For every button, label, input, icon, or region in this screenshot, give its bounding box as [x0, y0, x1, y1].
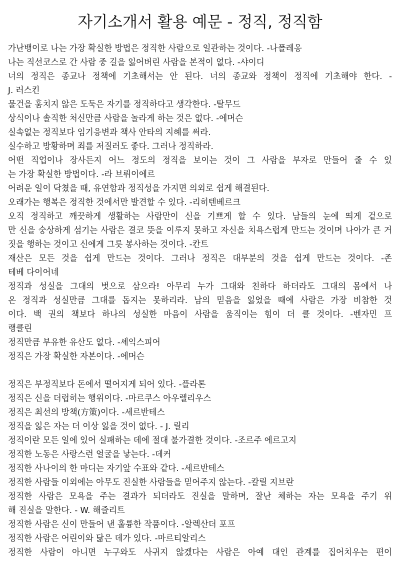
quote-line: 정직은 최선의 방책(方策)이다. -세르반테스	[8, 407, 165, 417]
quote-line: 정직은 가장 확실한 자본이다. -에머슨	[8, 351, 145, 361]
quote-item	[8, 139, 392, 153]
quote-line: 해 진실을 말한다. - W. 해즐리트	[8, 505, 125, 515]
quote-line: 오래가는 행복은 정직한 것에서만 발견할 수 있다. -리히텐베르크	[8, 197, 241, 207]
quote-item	[8, 489, 392, 517]
quote-list-2	[8, 377, 392, 559]
quote-line: 정직한 사람은 모욕을 주는 결과가 되더라도 진실을 말하며, 잘난 체하는 자는 모욕을 주기 위	[8, 491, 392, 501]
quote-item	[8, 391, 392, 405]
quote-line: 정직한 노동은 사랑스런 얼굴을 낳는다. -데커	[8, 449, 172, 459]
quote-item	[8, 97, 392, 111]
quote-line: 오직 정직하고 깨끗하게 생활하는 사람만이 신을 기쁘게 할 수 있다. 남들의 눈에 띄게 겉으로	[8, 211, 392, 221]
quote-line: 이다. 백 권의 책보다 하나의 성실한 마음이 사람을 움직이는 힘이 더 클 것이다. -벤자민 프	[8, 309, 392, 319]
section-gap	[8, 363, 392, 377]
quote-item	[8, 461, 392, 475]
quote-line: 짓을 행하는 것이고 신에게 그릇 봉사하는 것이다. -칸트	[8, 239, 209, 249]
quote-item	[8, 111, 392, 125]
quote-list-1	[8, 41, 392, 363]
quote-item	[8, 55, 392, 69]
quote-item	[8, 531, 392, 545]
quote-line: 재산은 모든 것을 쉽게 만드는 것이다. 그러나 정직은 대부분의 것을 쉽게 만드는 것이다. -존	[8, 253, 392, 263]
quote-line: 정직은 부정직보다 돈에서 떨어지게 되어 있다. -플라톤	[8, 379, 206, 389]
quote-line: 물건을 훔치지 않은 도둑은 자기를 정직하다고 생각한다. -탈무드	[8, 99, 241, 109]
quote-item	[8, 517, 392, 531]
quote-line: 는 가장 확실한 방법이다. -라 브뤼이에르	[8, 169, 156, 179]
quote-line: 정직한 사람들 이외에는 아무도 진실한 사람들을 믿어주지 않는다. -칼릴 지브란	[8, 477, 294, 487]
quote-item	[8, 545, 392, 559]
quote-line: 온 정직과 성실만큼 그대를 돕지는 못하리라. 남의 믿음을 잃었을 때에 사람은 가장 비참한 것	[8, 295, 392, 305]
quote-item	[8, 279, 392, 335]
quote-item	[8, 419, 392, 433]
quote-line: 정직한 사람은 어린이와 닮은 데가 있다. -마르티알리스	[8, 533, 206, 543]
quote-line: 정직은 신을 더럽히는 행위이다. -마르쿠스 아우렐리우스	[8, 393, 212, 403]
quote-item	[8, 209, 392, 251]
quote-item	[8, 349, 392, 363]
quote-line: 만 신을 숭상하게 섬기는 사람은 결코 뜻을 이루지 못하고 자신을 치욕스럽게 만드는 것이며 나아가 큰 거	[8, 225, 392, 235]
quote-line: 정직한 사나이의 한 마디는 자기앞 수표와 같다. -세르반테스	[8, 463, 225, 473]
quote-item	[8, 181, 392, 195]
quote-item	[8, 377, 392, 391]
quote-item	[8, 153, 392, 181]
quote-line: 가난뱅이로 나는 가장 확실한 방법은 정직한 사람으로 일관하는 것이다. -나폴레옹	[8, 43, 302, 53]
quote-item	[8, 433, 392, 447]
page-title: 자기소개서 활용 예문 - 정직, 정직함	[77, 13, 323, 31]
quote-line: 어떤 직업이나 장사든지 어느 정도의 정직을 보이는 것이 그 사람을 부자로 만들어 줄 수 있	[8, 155, 392, 165]
quote-line: 나는 직선코스로 간 사람 중 길을 잃어버린 사람을 본적이 없다. -샤이디	[8, 57, 265, 67]
quote-item	[8, 447, 392, 461]
quote-line: 실속없는 정직보다 임기응변과 책사 안타의 지혜를 써라.	[8, 127, 211, 137]
quote-line: 어려운 일이 닥쳤을 때, 유연함과 정직성을 가지면 의외로 쉽게 해결된다.	[8, 183, 270, 193]
quote-content	[8, 41, 392, 559]
quote-item	[8, 125, 392, 139]
quote-line: 정직을 잃은 자는 더 이상 잃을 것이 없다. - J. 릴리	[8, 421, 190, 431]
quote-item	[8, 335, 392, 349]
quote-line: 정직이란 모든 일에 있어 실패하는 데에 절대 불가결한 것이다. -조르주 에르고지	[8, 435, 297, 445]
quote-line: 정직만큼 부유한 유산도 없다. -셰익스피어	[8, 337, 161, 347]
quote-line: 상식이나 솔직한 처신만큼 사람을 놀라게 하는 것은 없다. -에머슨	[8, 113, 244, 123]
quote-line: 정직한 사람은 신이 만들어 낸 훌륭한 작품이다. -알렉산더 포프	[8, 519, 236, 529]
quote-item	[8, 475, 392, 489]
quote-item	[8, 195, 392, 209]
quote-item	[8, 69, 392, 97]
quote-line: 랭클린	[8, 323, 33, 333]
quote-line: 정직한 사람이 아니면 누구와도 사귀지 않겠다는 사람은 아예 대인 관계를 집어치우는 편이	[8, 547, 392, 557]
quote-item	[8, 251, 392, 279]
quote-item	[8, 405, 392, 419]
quote-line: 실수하고 방황하며 죄를 저질러도 좋다. 그러나 정직하라.	[8, 141, 214, 151]
quote-line: 테베 다이어네	[8, 267, 59, 277]
quote-line: J. 러스킨	[8, 85, 40, 95]
quote-line: 너의 정직은 종교나 정책에 기초해서는 안 된다. 너의 종교와 정책이 정직에 기초해야 한다. -	[8, 71, 392, 81]
quote-item	[8, 41, 392, 55]
quote-line: 정직과 성실을 그대의 벗으로 삼으라! 아무리 누가 그대와 친하다 하더라도 그대의 몸에서 나	[8, 281, 392, 291]
